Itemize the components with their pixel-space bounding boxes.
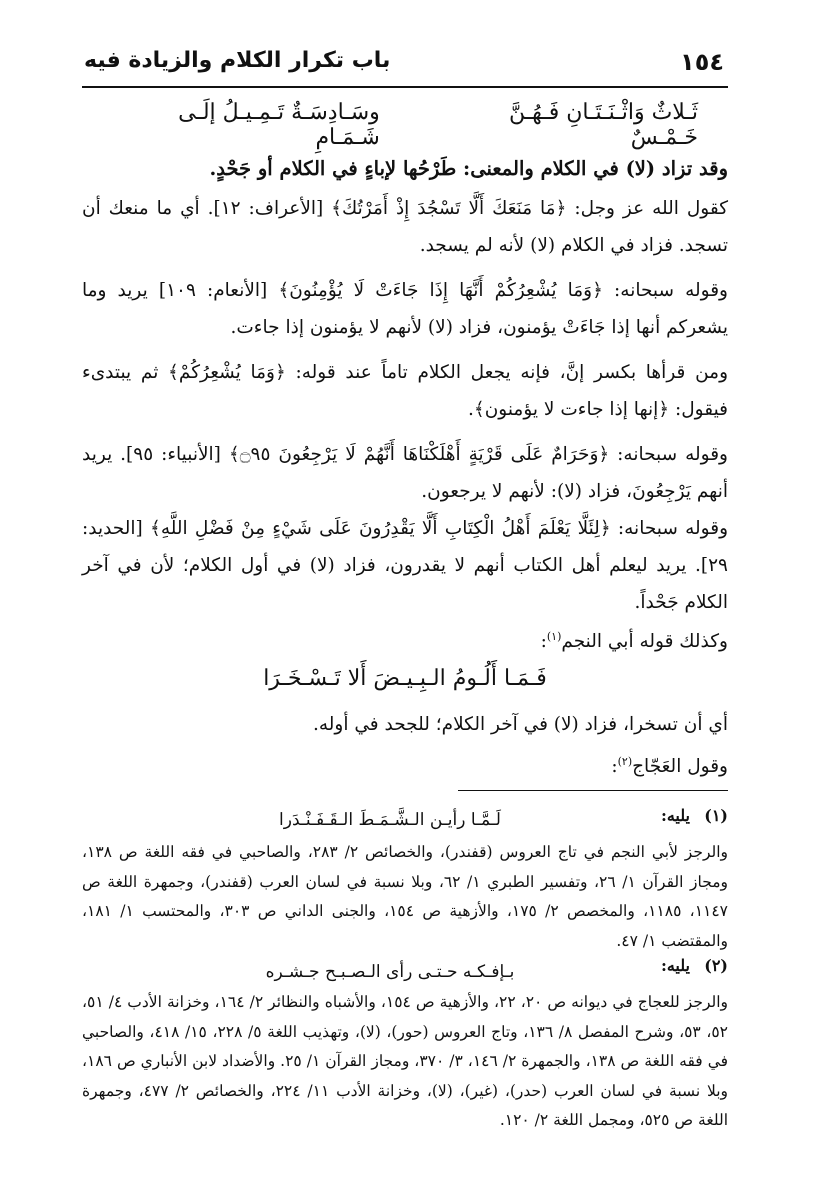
footnote-2-marker: (٢): [704, 956, 728, 975]
abu-najm-intro-text: وكذلك قوله أبي النجم: [561, 631, 728, 653]
abu-najm-verse-text: فَـمَـا أَلُـومُ الـبِـيـضَ أَلا تَـسْـخَـرَا: [263, 666, 547, 691]
footnote-1-label: يليه:: [660, 806, 690, 825]
chapter-title: باب تكرار الكلام والزيادة فيه: [84, 48, 391, 73]
rule-heading: وقد تزاد (لا) في الكلام والمعنى: طَرْحُها لإباءٍ في الكلام أو جَحْدٍ.: [209, 157, 728, 180]
paragraph-hadid: وقوله سبحانه: ﴿لِئَلَّا يَعْلَمَ أَهْلُ الْكِتَابِ أَلَّا يَقْدِرُونَ عَلَى شَيْءٍ مِنْ فَضْلِ اللَّهِ﴾ [الحديد: ٢٩]. يريد ليعلم أهل الكتاب أنهم لا يقدرون، فزاد (لا) في أول الكلام؛ لأن في آخر الكلام جَحْداً.: [82, 518, 728, 613]
abu-najm-verse: [82, 666, 728, 691]
footnote-divider: [458, 790, 728, 791]
paragraph-anam: وقوله سبحانه: ﴿وَمَا يُشْعِرُكُمْ أَنَّهَا إِذَا جَاءَتْ لَا يُؤْمِنُونَ﴾ [الأنعام: ١٠٩] يريد وما يشعركم أنها إذا جَاءَتْ يؤمنون، فزاد (لا) لأنهم لا يؤمنون إذا جاءت.: [82, 280, 728, 338]
paragraph-araf: كقول الله عز وجل: ﴿مَا مَنَعَكَ أَلَّا تَسْجُدَ إِذْ أَمَرْتُكَ﴾ [الأعراف: ١٢]. أي ما منعك أن تسجد. فزاد في الكلام (لا) لأنه لم يسجد.: [82, 198, 728, 256]
footnote-1-marker: (١): [704, 806, 728, 825]
paragraph-reading: ومن قرأها بكسر إنَّ، فإنه يجعل الكلام تاماً عند قوله: ﴿وَمَا يُشْعِرُكُمْ﴾ ثم يبتدىء فيقول: ﴿إنها إذا جاءت لا يؤمنون﴾.: [82, 362, 728, 420]
verse-second-hemistich: وسَـادِسَـةٌ تَـمِـيـلُ إلَـى شَـمَـامِ: [178, 100, 380, 150]
book-page: [82, 38, 728, 1158]
footnote-1-verse: لَـمَّـا رأيـن الـشَّـمَـطَ الـقَـفَـنْـدَرا: [279, 810, 501, 830]
abu-najm-intro: وكذلك قوله أبي النجم$^{(١)}$:: [540, 630, 728, 653]
footnote-2-text: والرجز للعجاج في ديوانه ص ٢٠، ٢٢، والأزهية ص ١٥٤، والأشباه والنظائر ٢/ ١٦٤، وخزانة الأدب ٤/ ٥١، ٥٢، ٥٣، وشرح المفصل ٨/ ١٣٦، وتاج العروس (حور)، (لا)، وتهذيب اللغة ٥/ ٢٢٨، ١٥/ ٤١٨، والصاحبي في فقه اللغة ص ١٣٨، والجمهرة ٢/ ١٤٦، ٣/ ٣٧٠، ومجاز القرآن ١/ ٢٥. والأضداد لابن الأنباري ص ١٨٦، وبلا نسبة في لسان العرب (حدر)، (غير)، (لا)، وخزانة الأدب ١١/ ٢٢٤، والخصائص ٢/ ٤٧٧، وجمهرة اللغة ص ٥٢٥، ومجمل اللغة ٢/ ١٢٠.: [82, 993, 729, 1129]
footnote-2-verse: بـإفـكـه حـتـى رأى الـصـبـح جـشـره: [265, 962, 515, 982]
poem-verse: [82, 100, 728, 150]
footnote-1-text: والرجز لأبي النجم في تاج العروس (قفندر)، والخصائص ٢/ ٢٨٣، والصاحبي في فقه اللغة ص ١٣٨، ومجاز القرآن ١/ ٢٦، وتفسير الطبري ١/ ٦٢، وبلا نسبة في لسان العرب (قفندر)، وجمهرة اللغة ص ١١٤٧، ١١٨٥، والمخصص ٢/ ١٧٥، والأزهية ص ١٥٤، والجنى الداني ص ٣٠٣، والمحتسب ١/ ١٨١، والمقتضب ١/ ٤٧.: [82, 843, 729, 950]
verse-first-hemistich: ثَـلاثٌ وَاثْـنَـتَـانِ فَـهُـنَّ خَـمْـسٌ: [508, 100, 698, 150]
footnote-ref-2: (٢): [617, 755, 633, 768]
paragraph-anbiya: وقوله سبحانه: ﴿وَحَرَامٌ عَلَى قَرْيَةٍ أَهْلَكْنَاهَا أَنَّهُمْ لَا يَرْجِعُونَ ۝٩٥﴾ [الأنبياء: ٩٥]. يريد أنهم يَرْجِعُونَ، فزاد (لا): لأنهم لا يرجعون.: [82, 444, 728, 502]
ajjaj-intro-text: وقول العَجّاج: [632, 756, 728, 778]
ajjaj-intro: وقول العَجّاج$^{(٢)}$:: [611, 755, 728, 778]
explanation: أي أن تسخرا، فزاد (لا) في آخر الكلام؛ للجحد في أوله.: [312, 714, 728, 735]
footnote-ref-1: (١): [546, 630, 562, 643]
page-number: ١٥٤: [680, 48, 724, 76]
footnote-2-label: يليه:: [660, 956, 690, 975]
page-header: [82, 38, 728, 88]
